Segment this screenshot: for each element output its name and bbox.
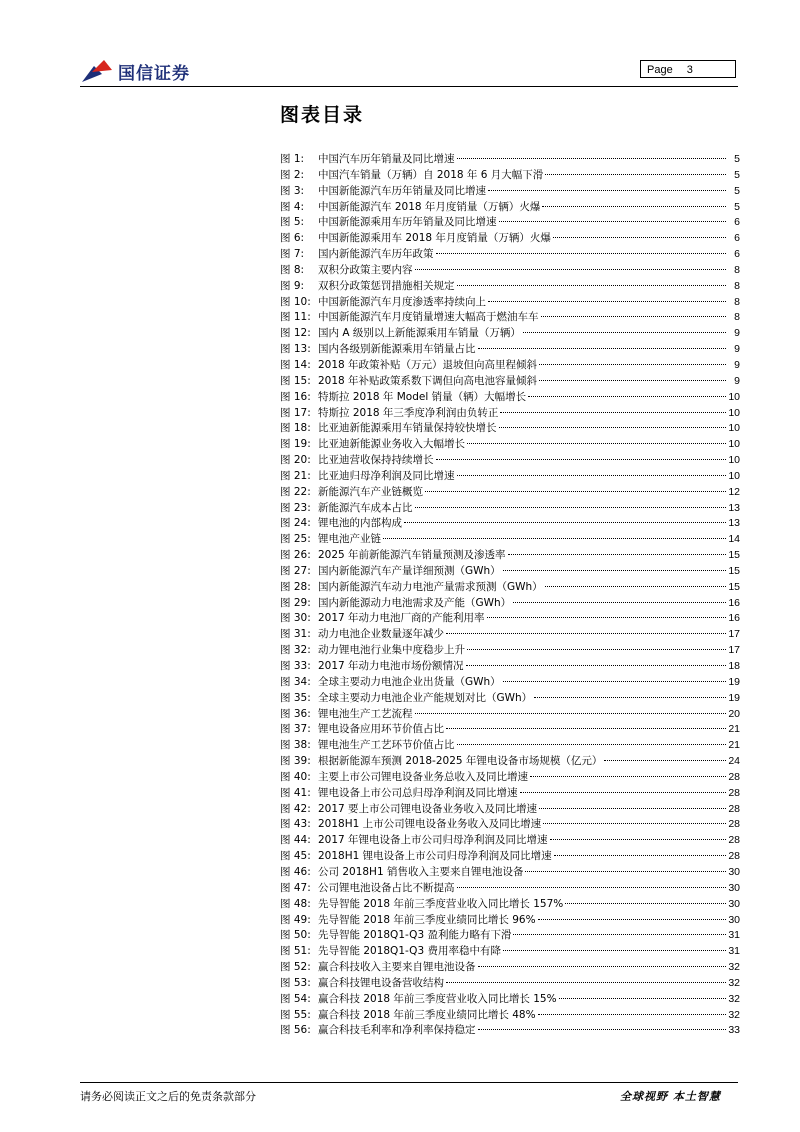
toc-entry-label: 图 32: [280,644,311,657]
toc-entry-page: 8 [734,311,740,324]
toc-entry-title: 中国新能源汽车 2018 年月度销量（万辆）火爆 [318,200,541,213]
toc-entry-title: 国内新能源汽车历年政策 [318,248,434,261]
toc-entry-page: 32 [728,976,740,989]
toc-entry[interactable] [280,881,740,897]
toc-entry-label: 图 12: [280,327,311,340]
toc-entry-page: 28 [728,834,740,847]
toc-list [280,152,740,1039]
toc-entry-label: 图 27: [280,564,311,577]
toc-entry-label: 图 42: [280,802,311,815]
toc-entry-title: 赢合科技毛利率和净利率保持稳定 [318,1024,476,1037]
toc-entry-label: 图 14: [280,358,311,371]
brand-name: 国信证券 [118,63,190,84]
toc-entry-label: 图 48: [280,897,311,910]
toc-entry-page: 13 [728,501,740,514]
toc-entry-label: 图 17: [280,406,311,419]
toc-entry-title: 中国新能源汽车月度渗透率持续向上 [318,295,486,308]
toc-entry-page: 28 [728,786,740,799]
toc-entry-title: 国内 A 级别以上新能源乘用车销量（万辆） [318,327,521,340]
toc-entry[interactable] [280,1008,740,1024]
toc-entry[interactable] [280,532,740,548]
toc-entry-page: 10 [728,390,740,403]
toc-entry-page: 10 [728,406,740,419]
toc-entry-page: 5 [734,184,740,197]
toc-dot-leader [457,475,727,476]
footer-slogan: 全球视野 本土智慧 [620,1090,721,1103]
toc-dot-leader [539,364,726,365]
toc-entry-page: 16 [728,612,740,625]
toc-entry-title: 中国新能源汽车月度销量增速大幅高于燃油车车 [318,311,539,324]
toc-entry-title: 先导智能 2018Q1-Q3 盈利能力略有下滑 [318,929,512,942]
toc-entry-page: 10 [728,438,740,451]
toc-entry[interactable] [280,200,740,216]
toc-entry[interactable] [280,390,740,406]
toc-dot-leader [457,285,727,286]
toc-entry[interactable] [280,437,740,453]
toc-entry[interactable] [280,295,740,311]
toc-entry-title: 公司锂电池设备占比不断提高 [318,881,455,894]
toc-entry-title: 主要上市公司锂电设备业务总收入及同比增速 [318,770,528,783]
toc-dot-leader [446,982,726,983]
toc-dot-leader [503,950,726,951]
toc-entry-title: 先导智能 2018 年前三季度营业收入同比增长 157% [318,897,564,910]
toc-entry-label: 图 10: [280,295,311,308]
toc-entry[interactable] [280,865,740,881]
toc-entry-label: 图 38: [280,739,311,752]
toc-dot-leader [478,966,727,967]
toc-entry[interactable] [280,913,740,929]
toc-entry-page: 13 [728,517,740,530]
toc-entry-page: 8 [734,263,740,276]
toc-entry-label: 图 47: [280,881,311,894]
toc-entry[interactable] [280,675,740,691]
toc-entry[interactable] [280,643,740,659]
toc-entry[interactable] [280,358,740,374]
toc-entry-title: 赢合科技 2018 年前三季度营业收入同比增长 15% [318,992,557,1005]
toc-dot-leader [467,443,726,444]
toc-dot-leader [404,522,726,523]
toc-dot-leader [545,174,726,175]
toc-entry[interactable] [280,691,740,707]
toc-entry-title: 先导智能 2018 年前三季度业绩同比增长 96% [318,913,536,926]
toc-entry[interactable] [280,897,740,913]
toc-entry[interactable] [280,596,740,612]
toc-entry-title: 比亚迪新能源乘用车销量保持较快增长 [318,422,497,435]
toc-entry[interactable] [280,659,740,675]
toc-dot-leader [457,158,727,159]
header-divider [80,86,738,87]
page-label: Page [647,64,673,76]
toc-dot-leader [525,871,726,872]
brand-logo-icon [80,58,114,84]
toc-entry-page: 31 [728,945,740,958]
toc-entry-title: 双积分政策主要内容 [318,263,413,276]
toc-entry[interactable] [280,580,740,596]
toc-dot-leader [553,237,726,238]
toc-dot-leader [545,586,726,587]
toc-dot-leader [446,728,726,729]
toc-entry-title: 新能源汽车成本占比 [318,501,413,514]
page-header [0,0,800,90]
toc-entry[interactable] [280,342,740,358]
toc-entry-label: 图 21: [280,469,311,482]
toc-entry-label: 图 36: [280,707,311,720]
toc-entry[interactable] [280,754,740,770]
toc-entry-label: 图 5: [280,216,305,229]
toc-entry[interactable] [280,1023,740,1039]
toc-dot-leader [499,221,727,222]
toc-entry-page: 30 [728,897,740,910]
toc-entry-label: 图 16: [280,390,311,403]
toc-entry-label: 图 43: [280,818,311,831]
toc-entry[interactable] [280,469,740,485]
toc-entry-title: 国内各级别新能源乘用车销量占比 [318,343,476,356]
toc-entry-title: 2018H1 锂电设备上市公司归母净利润及同比增速 [318,850,552,863]
footer-disclaimer: 请务必阅读正文之后的免责条款部分 [80,1090,256,1103]
toc-entry-label: 图 15: [280,374,311,387]
toc-entry-label: 图 29: [280,596,311,609]
toc-dot-leader [541,316,727,317]
toc-entry-label: 图 30: [280,612,311,625]
toc-entry-page: 15 [728,564,740,577]
toc-entry[interactable] [280,168,740,184]
toc-entry-page: 28 [728,802,740,815]
toc-entry-page: 5 [734,168,740,181]
toc-dot-leader [538,1014,726,1015]
toc-entry-page: 14 [728,533,740,546]
toc-entry-label: 图 7: [280,248,305,261]
toc-entry-label: 图 41: [280,786,311,799]
toc-entry-label: 图 45: [280,850,311,863]
toc-entry-title: 2017 年锂电设备上市公司归母净利润及同比增速 [318,834,548,847]
toc-entry-label: 图 40: [280,770,311,783]
toc-entry-title: 国内新能源汽车产量详细预测（GWh） [318,564,501,577]
toc-dot-leader [513,602,726,603]
toc-entry-page: 30 [728,913,740,926]
toc-entry-page: 24 [728,755,740,768]
toc-entry-title: 全球主要动力电池企业出货量（GWh） [318,675,501,688]
toc-entry-title: 比亚迪新能源业务收入大幅增长 [318,438,465,451]
page-number: 3 [686,64,693,76]
toc-entry-label: 图 54: [280,992,311,1005]
toc-entry-page: 20 [728,707,740,720]
toc-entry-title: 国内新能源动力电池需求及产能（GWh） [318,596,512,609]
toc-entry[interactable] [280,833,740,849]
toc-entry[interactable] [280,421,740,437]
toc-entry-label: 图 11: [280,311,311,324]
toc-entry-label: 图 26: [280,549,311,562]
toc-entry-label: 图 44: [280,834,311,847]
toc-entry-label: 图 3: [280,184,305,197]
toc-entry-title: 2018 年政策补贴（万元）退坡但向高里程倾斜 [318,358,538,371]
toc-entry-label: 图 24: [280,517,311,530]
toc-entry-title: 2025 年前新能源汽车销量预测及渗透率 [318,549,506,562]
toc-entry-label: 图 46: [280,865,311,878]
toc-dot-leader [513,934,726,935]
toc-entry[interactable] [280,960,740,976]
toc-entry-label: 图 51: [280,945,311,958]
toc-dot-leader [488,190,726,191]
toc-dot-leader [559,998,726,999]
toc-entry[interactable] [280,326,740,342]
toc-entry[interactable] [280,627,740,643]
footer-divider [80,1082,738,1083]
toc-entry-title: 2017 年动力电池厂商的产能利用率 [318,612,485,625]
toc-dot-leader [487,617,726,618]
toc-dot-leader [466,665,726,666]
toc-dot-leader [523,332,726,333]
toc-entry-label: 图 1: [280,153,305,165]
toc-entry[interactable] [280,406,740,422]
toc-entry-label: 图 2: [280,168,305,181]
toc-entry-page: 12 [728,485,740,498]
toc-dot-leader [415,507,727,508]
toc-entry-title: 锂电池产业链 [318,533,381,546]
toc-entry-label: 图 37: [280,723,311,736]
toc-entry-label: 图 53: [280,976,311,989]
toc-dot-leader [415,269,727,270]
brand-logo [80,56,210,86]
toc-dot-leader [415,713,727,714]
toc-entry-page: 28 [728,850,740,863]
toc-entry-title: 2017 年动力电池市场份额情况 [318,660,464,672]
toc-entry-title: 先导智能 2018Q1-Q3 费用率稳中有降 [318,945,501,958]
toc-dot-leader [539,380,726,381]
toc-entry-label: 图 56: [280,1024,311,1037]
toc-entry[interactable] [280,707,740,723]
toc-entry-title: 比亚迪营收保持持续增长 [318,454,434,467]
toc-dot-leader [503,570,726,571]
toc-entry[interactable] [280,944,740,960]
toc-dot-leader [534,697,726,698]
toc-entry[interactable] [280,564,740,580]
toc-entry[interactable] [280,817,740,833]
toc-entry[interactable] [280,279,740,295]
toc-dot-leader [508,554,726,555]
toc-entry-title: 比亚迪归母净利润及同比增速 [318,469,455,482]
toc-entry-label: 图 19: [280,438,311,451]
toc-entry-page: 8 [734,279,740,292]
toc-entry-page: 30 [728,865,740,878]
toc-entry-label: 图 33: [280,660,311,672]
toc-entry[interactable] [280,976,740,992]
toc-dot-leader [528,396,726,397]
toc-dot-leader [520,792,727,793]
toc-entry-page: 32 [728,992,740,1005]
toc-entry-page: 6 [734,232,740,245]
toc-entry-page: 15 [728,549,740,562]
toc-entry-title: 中国汽车历年销量及同比增速 [318,153,455,165]
toc-entry-page: 9 [734,358,740,371]
toc-entry-page: 21 [728,723,740,736]
toc-entry-title: 锂电池的内部构成 [318,517,402,530]
toc-entry-label: 图 18: [280,422,311,435]
toc-entry-page: 33 [728,1024,740,1037]
toc-entry[interactable] [280,849,740,865]
toc-entry-page: 9 [734,327,740,340]
toc-entry-title: 赢合科技锂电设备营收结构 [318,976,444,989]
toc-entry[interactable] [280,231,740,247]
toc-entry-title: 2017 要上市公司锂电设备业务收入及同比增速 [318,802,538,815]
toc-dot-leader [425,491,726,492]
toc-entry-title: 赢合科技收入主要来自锂电池设备 [318,961,476,974]
toc-dot-leader [554,855,726,856]
toc-entry-page: 28 [728,770,740,783]
toc-dot-leader [542,206,726,207]
toc-entry[interactable] [280,722,740,738]
toc-entry-page: 9 [734,343,740,356]
toc-entry-page: 15 [728,580,740,593]
toc-entry[interactable] [280,548,740,564]
toc-entry-title: 特斯拉 2018 年三季度净利润由负转正 [318,406,499,419]
toc-entry-page: 10 [728,469,740,482]
toc-title: 图表目录 [280,104,365,126]
toc-entry[interactable] [280,802,740,818]
toc-entry-label: 图 55: [280,1008,311,1021]
toc-entry-page: 18 [728,660,740,672]
toc-entry-title: 根据新能源车预测 2018-2025 年锂电设备市场规模（亿元） [318,755,603,768]
toc-entry[interactable] [280,770,740,786]
toc-entry-title: 中国汽车销量（万辆）自 2018 年 6 月大幅下滑 [318,168,544,181]
toc-entry-label: 图 25: [280,533,311,546]
toc-entry-title: 动力锂电池行业集中度稳步上升 [318,644,465,657]
toc-entry-label: 图 39: [280,755,311,768]
toc-entry-title: 动力电池企业数量逐年减少 [318,628,444,641]
page-indicator [640,60,736,78]
toc-entry-page: 6 [734,216,740,229]
toc-dot-leader [538,919,726,920]
toc-entry[interactable] [280,516,740,532]
toc-entry[interactable] [280,786,740,802]
toc-entry[interactable] [280,215,740,231]
toc-entry-title: 2018H1 上市公司锂电设备业务收入及同比增速 [318,818,542,831]
toc-entry-title: 2018 年补贴政策系数下调但向高电池容量倾斜 [318,374,538,387]
toc-entry-label: 图 9: [280,279,305,292]
toc-dot-leader [488,301,726,302]
toc-entry-title: 锂电池生产工艺环节价值占比 [318,739,455,752]
toc-dot-leader [539,808,726,809]
toc-entry-page: 9 [734,374,740,387]
toc-entry-label: 图 6: [280,232,305,245]
toc-entry-page: 32 [728,1008,740,1021]
toc-entry[interactable] [280,184,740,200]
toc-entry-page: 19 [728,675,740,688]
toc-entry-title: 赢合科技 2018 年前三季度业绩同比增长 48% [318,1008,536,1021]
toc-dot-leader [457,744,727,745]
toc-entry[interactable] [280,485,740,501]
toc-entry-label: 图 28: [280,580,311,593]
toc-entry[interactable] [280,310,740,326]
toc-entry-title: 锂电设备上市公司总归母净利润及同比增速 [318,786,518,799]
toc-entry-title: 新能源汽车产业链概览 [318,485,423,498]
toc-entry[interactable] [280,501,740,517]
toc-entry-label: 图 34: [280,675,311,688]
toc-entry-title: 中国新能源汽车历年销量及同比增速 [318,184,486,197]
toc-entry-title: 国内新能源汽车动力电池产量需求预测（GWh） [318,580,543,593]
toc-entry-label: 图 50: [280,929,311,942]
toc-entry-label: 图 20: [280,454,311,467]
toc-entry-page: 30 [728,881,740,894]
toc-dot-leader [503,681,726,682]
toc-entry[interactable] [280,263,740,279]
toc-entry-page: 17 [728,644,740,657]
toc-entry-title: 特斯拉 2018 年 Model 销量（辆）大幅增长 [318,390,527,403]
toc-entry-page: 19 [728,691,740,704]
toc-entry-label: 图 49: [280,913,311,926]
toc-dot-leader [436,253,727,254]
toc-entry-page: 28 [728,818,740,831]
toc-entry-title: 公司 2018H1 销售收入主要来自锂电池设备 [318,865,524,878]
toc-dot-leader [565,903,726,904]
toc-entry-label: 图 13: [280,343,311,356]
toc-entry-label: 图 22: [280,485,311,498]
toc-dot-leader [446,633,726,634]
toc-dot-leader [530,776,726,777]
toc-entry-label: 图 4: [280,200,305,213]
toc-entry-page: 10 [728,454,740,467]
toc-entry-page: 17 [728,628,740,641]
toc-dot-leader [499,427,727,428]
toc-entry-title: 锂电设备应用环节价值占比 [318,723,444,736]
toc-entry[interactable] [280,928,740,944]
toc-dot-leader [478,1029,727,1030]
toc-entry-title: 中国新能源乘用车历年销量及同比增速 [318,216,497,229]
toc-entry[interactable] [280,247,740,263]
toc-entry[interactable] [280,611,740,627]
toc-entry[interactable] [280,992,740,1008]
toc-entry-label: 图 52: [280,961,311,974]
toc-dot-leader [604,760,726,761]
toc-dot-leader [478,348,727,349]
toc-entry-page: 31 [728,929,740,942]
toc-entry-page: 16 [728,596,740,609]
toc-dot-leader [550,839,726,840]
toc-entry-label: 图 31: [280,628,311,641]
toc-entry-label: 图 23: [280,501,311,514]
toc-dot-leader [457,887,727,888]
toc-entry[interactable] [280,152,740,168]
toc-entry-title: 全球主要动力电池企业产能规划对比（GWh） [318,691,533,704]
toc-entry-title: 双积分政策惩罚措施相关规定 [318,279,455,292]
toc-entry-title: 锂电池生产工艺流程 [318,707,413,720]
toc-entry-label: 图 8: [280,263,305,276]
toc-entry-page: 32 [728,961,740,974]
toc-entry-page: 6 [734,248,740,261]
toc-entry-label: 图 35: [280,691,311,704]
toc-dot-leader [383,538,726,539]
toc-dot-leader [467,649,726,650]
toc-entry[interactable] [280,738,740,754]
toc-entry-page: 5 [734,153,740,165]
toc-dot-leader [543,823,726,824]
toc-entry-title: 中国新能源乘用车 2018 年月度销量（万辆）火爆 [318,232,551,245]
toc-entry-page: 8 [734,295,740,308]
toc-dot-leader [436,459,727,460]
toc-entry-page: 21 [728,739,740,752]
toc-dot-leader [500,412,726,413]
toc-entry-page: 10 [728,422,740,435]
toc-entry-page: 5 [734,200,740,213]
toc-entry[interactable] [280,374,740,390]
toc-entry[interactable] [280,453,740,469]
